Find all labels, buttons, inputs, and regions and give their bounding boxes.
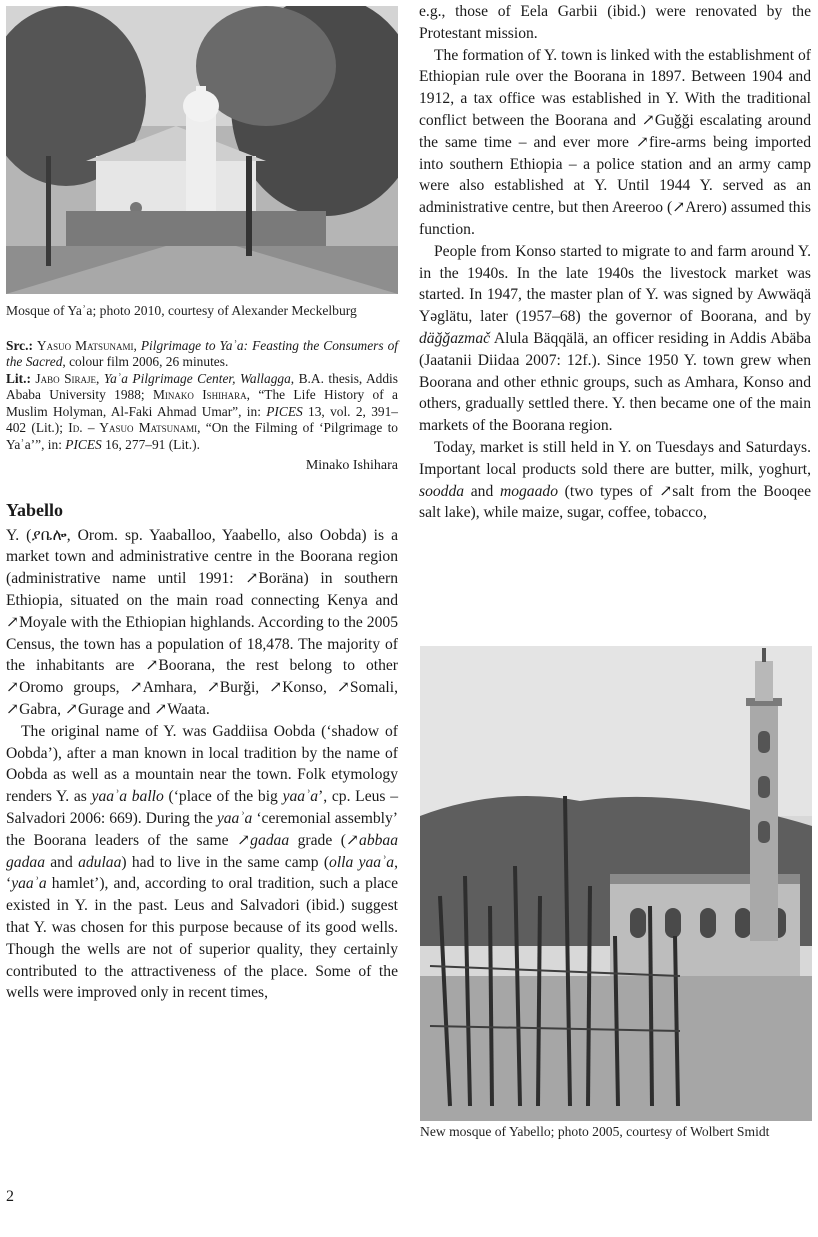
p2-italic-7: olla yaaʾa (329, 853, 395, 871)
p5-text-a: Today, market is still held in Y. on Tuesdays and Saturdays. Important local products sold there are butter, milk, yoghurt, (419, 438, 811, 478)
mosque-yaa-image (6, 6, 398, 294)
right-column (419, 0, 811, 524)
lit-title-1: Yaʾa Pilgrimage Center, Wallagga (103, 370, 291, 386)
lit-title-2: PICES (266, 403, 303, 419)
p2-text-e: grade (↗ (289, 831, 360, 849)
paragraph-1: Y. (ያቤሎ, Orom. sp. Yaaballoo, Yaabello, also Oobda) is a market town and administrative centre in the Boorana region (administrative name until 1991: ↗Boräna) in southern Ethiopia, situated on the main road connecting Kenya and ↗Moyale with the Ethiopian highlands. According to the 2005 Census, the town has a population of 18,478. The majority of the inhabitants are ↗Boorana, the rest belong to other ↗Oromo groups, ↗Amhara, ↗Burği, ↗Konso, ↗Somali, ↗Gabra, ↗Gurage and ↗Waata. (6, 526, 398, 719)
p2-text-j: hamlet’), and, according to oral tradition, such a place existed in Y. in the past. Leus and Salvadori (ibid.) suggest that Y. was chosen for this purpose because of its good wells. Though the wells are not of superior quality, they certainly contributed to the attractiveness of the place. Some of the wells were improved only in recent times, (6, 875, 398, 1002)
paragraph-2 (6, 721, 398, 1004)
paragraph-4 (419, 241, 811, 437)
p2-text-h: , ‘ (6, 853, 398, 893)
paragraph-5 (419, 437, 811, 524)
src-details: , colour film 2006, 26 minutes. (62, 354, 229, 370)
lit-author-1: Jabo Siraje, (35, 370, 100, 386)
p2-text-f: and (44, 853, 79, 871)
author-signature: Minako Ishihara (305, 457, 398, 473)
lit-details-5: 16, 277–91 (Lit.). (105, 437, 200, 453)
p2-text-g: ) had to live in the same camp ( (121, 853, 330, 871)
lit-details-2: “The Life History of a Muslim Holyman, Al-Faki Ahmad Umar”, in: (6, 387, 398, 419)
photo-mosque-yaa (6, 6, 398, 294)
src-label: Src.: (6, 337, 33, 353)
new-mosque-yabello-image (420, 646, 812, 1121)
p2-italic-2: yaaʾa (282, 788, 319, 806)
photo-caption-new-mosque: New mosque of Yabello; photo 2005, courtesy of Wolbert Smidt (420, 1124, 770, 1139)
photo-caption-mosque-yaa: Mosque of Yaʾa; photo 2010, courtesy of Alexander Meckelburg (6, 303, 357, 318)
src-title: Pilgrimage to Yaʾa: Feasting the Consumers of the Sacred (6, 337, 398, 370)
sources-reference (6, 338, 398, 371)
p4-italic: däğğazmač (419, 329, 491, 347)
paragraph-2-continued: e.g., those of Eela Garbii (ibid.) were renovated by the Protestant mission. (419, 3, 811, 42)
photo-new-mosque-yabello (420, 646, 812, 1121)
page-number: 2 (6, 1188, 14, 1205)
p2-italic-3: yaaʾa (216, 810, 253, 828)
lit-details-3: 13, vol. 2, 391–402 (Lit.); (6, 403, 398, 436)
left-column (6, 0, 398, 1004)
p5-text-b: and (464, 482, 500, 500)
p5-text-c: (two types of ↗salt from the Booqee salt lake), while maize, sugar, coffee, tobacco, (419, 482, 812, 522)
p2-italic-1: yaaʾa ballo (91, 788, 164, 806)
p2-text-c: ’, cp. Leus – Salvadori 2006: 669). During the (6, 788, 398, 828)
p2-italic-5: abbaa gadaa (6, 831, 399, 871)
entry-title: Yabello (6, 499, 64, 520)
p4-text-a: People from Konso started to migrate to and farm around Y. in the 1940s. In the late 1940s the livestock market was started. In 1947, the master plan of Y. was signed by Awwäqä Yəglätu, later (1957–68) the governor of Boorana, and by (419, 242, 811, 326)
p2-text-a: The original name of Y. was Gaddiisa Oobda (‘shadow of Oobda’), after a man known in local tradition by the name of Oobda as well as a mountain near the town. Folk etymology renders Y. as (6, 722, 398, 806)
p5-italic-1: soodda (419, 482, 465, 500)
lit-details-1: , B.A. thesis, Addis Ababa University 1988; (6, 370, 398, 403)
lit-title-3: PICES (65, 437, 102, 453)
p2-text-d: ‘ceremonial assembly’ the Boorana leaders of the same ↗ (6, 810, 398, 849)
p2-italic-6: adulaa (78, 853, 122, 871)
lit-author-3: Id. – Yasuo Matsunami, (68, 420, 201, 436)
src-author: Yasuo Matsunami, (36, 337, 137, 353)
p4-text-b: Alula Bäqqälä, an officer residing in Addis Abäba (Jaatanii Diidaa 2007: 12f.). Since 1950 Y. town grew when Boorana and other ethnic groups, such as Amhara, Konso and others, gradually settled there. Y. then became one of the main markets of the Boorana region. (419, 329, 811, 435)
lit-label: Lit.: (6, 370, 31, 386)
p2-italic-4: gadaa (250, 831, 290, 849)
paragraph-3: The formation of Y. town is linked with the establishment of Ethiopian rule over the Boorana in 1897. Between 1904 and 1912, a tax office was established in Y. With the traditional conflict between the Boorana and ↗Guğği escalating around the same time – and ever more ↗fire-arms being imported into southern Ethiopia – a police station and an army camp were also established at Y. Until 1944 Y. served as an administrative centre, but then Areeroo (↗Arero) assumed this function. (419, 46, 811, 238)
literature-reference (6, 371, 398, 454)
p2-text-b: (‘place of the big (163, 788, 283, 806)
lit-author-2: Minako Ishihara, (152, 387, 251, 403)
lit-details-4: “On the Filming of ‘Pilgrimage to Yaʾa’”, in: (6, 420, 398, 453)
p2-italic-8: yaaʾa (11, 875, 47, 893)
references-block (6, 338, 398, 474)
p5-italic-2: mogaado (499, 482, 558, 500)
